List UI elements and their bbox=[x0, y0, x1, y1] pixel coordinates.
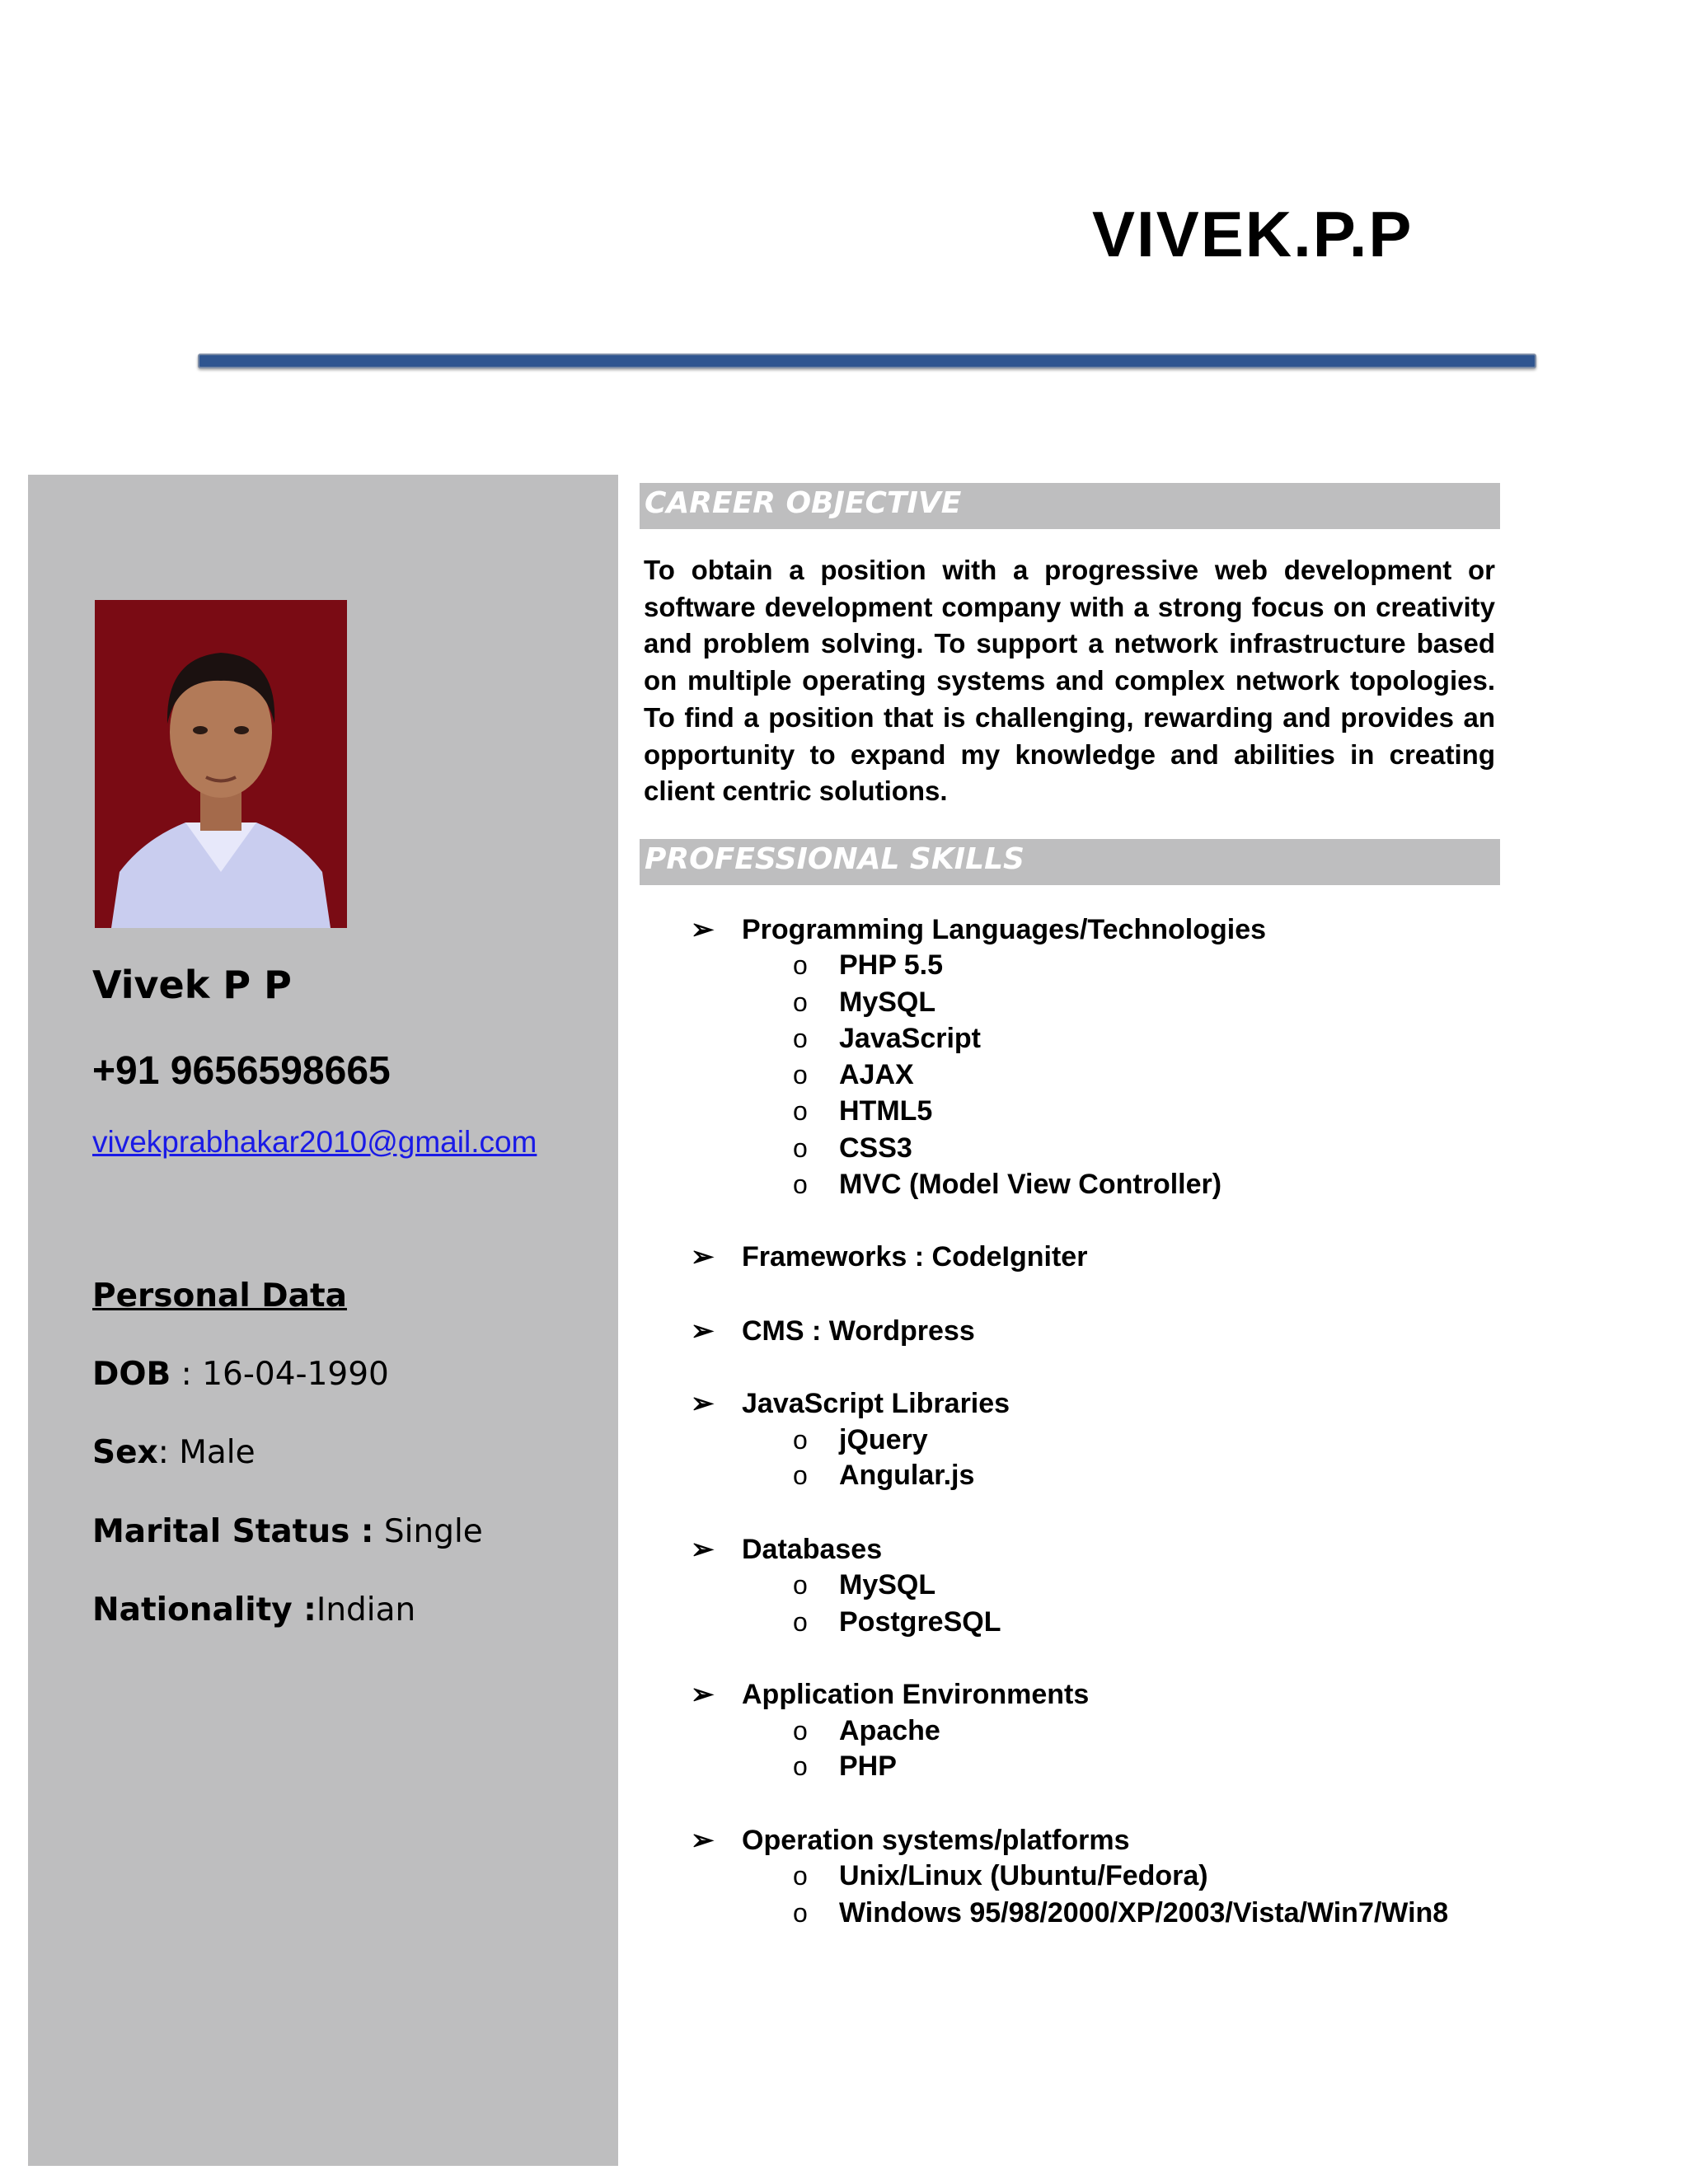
skill-item-label: Apache bbox=[839, 1715, 940, 1746]
arrow-bullet-icon: ➢ bbox=[691, 1825, 715, 1856]
skill-item bbox=[793, 1169, 1221, 1201]
skill-item-label: jQuery bbox=[839, 1424, 928, 1455]
professional-skills-title: PROFESSIONAL SKILLS bbox=[645, 842, 1025, 876]
circle-bullet-icon: o bbox=[793, 1861, 808, 1891]
sex-separator: : bbox=[157, 1434, 180, 1471]
arrow-bullet-icon: ➢ bbox=[691, 1679, 715, 1710]
circle-bullet-icon: o bbox=[793, 1898, 808, 1928]
title-divider bbox=[198, 354, 1536, 368]
nationality-label: Nationality : bbox=[92, 1591, 316, 1629]
resume-name-title: VIVEK.P.P bbox=[1092, 198, 1414, 270]
skill-group-operating-systems bbox=[691, 1824, 1129, 1857]
skill-group-cms bbox=[691, 1315, 975, 1347]
skill-item-label: MySQL bbox=[839, 1569, 936, 1601]
arrow-bullet-icon: ➢ bbox=[691, 1315, 715, 1347]
skill-item-label: Unix/Linux (Ubuntu/Fedora) bbox=[839, 1860, 1208, 1891]
marital-status-separator bbox=[373, 1513, 383, 1550]
skill-item bbox=[793, 1424, 928, 1456]
skill-item-label: PHP 5.5 bbox=[839, 949, 944, 981]
candidate-name: Vivek P P bbox=[92, 963, 292, 1007]
skill-item-label: MySQL bbox=[839, 987, 936, 1018]
skill-group-title: Programming Languages/Technologies bbox=[742, 914, 1267, 945]
marital-status-label: Marital Status : bbox=[92, 1513, 374, 1550]
nationality-value: Indian bbox=[316, 1591, 416, 1629]
skill-item-label: Angular.js bbox=[839, 1460, 975, 1491]
sex-value: Male bbox=[179, 1434, 256, 1471]
arrow-bullet-icon: ➢ bbox=[691, 1534, 715, 1565]
circle-bullet-icon: o bbox=[793, 1133, 808, 1163]
skill-group-title: Frameworks : CodeIgniter bbox=[742, 1241, 1088, 1272]
skill-item-label: Windows 95/98/2000/XP/2003/Vista/Win7/Win8 bbox=[839, 1897, 1449, 1929]
circle-bullet-icon: o bbox=[793, 1460, 808, 1490]
circle-bullet-icon: o bbox=[793, 950, 808, 980]
circle-bullet-icon: o bbox=[793, 1024, 808, 1053]
profile-photo bbox=[95, 600, 347, 928]
skill-item bbox=[793, 987, 935, 1019]
skill-group-title: Application Environments bbox=[742, 1679, 1090, 1710]
skill-group-title: Databases bbox=[742, 1534, 883, 1565]
phone-number: +91 9656598665 bbox=[92, 1049, 391, 1093]
skill-item bbox=[793, 1460, 974, 1492]
skill-group-title: CMS : Wordpress bbox=[742, 1315, 975, 1347]
skill-item-label: HTML5 bbox=[839, 1095, 933, 1127]
skill-item bbox=[793, 1750, 897, 1783]
circle-bullet-icon: o bbox=[793, 1716, 808, 1746]
circle-bullet-icon: o bbox=[793, 1570, 808, 1600]
skill-item-label: CSS3 bbox=[839, 1132, 912, 1164]
skill-group-app-environments bbox=[691, 1678, 1089, 1711]
circle-bullet-icon: o bbox=[793, 987, 808, 1017]
personal-data-heading: Personal Data bbox=[92, 1277, 347, 1315]
career-objective-title: CAREER OBJECTIVE bbox=[645, 486, 962, 520]
professional-skills-header bbox=[640, 839, 1500, 885]
skill-item-label: MVC (Model View Controller) bbox=[839, 1169, 1222, 1200]
skill-item bbox=[793, 1715, 940, 1747]
circle-bullet-icon: o bbox=[793, 1060, 808, 1090]
skill-item bbox=[793, 1897, 1448, 1929]
arrow-bullet-icon: ➢ bbox=[691, 1388, 715, 1419]
circle-bullet-icon: o bbox=[793, 1096, 808, 1126]
skill-item bbox=[793, 1132, 912, 1165]
skill-item-label: AJAX bbox=[839, 1059, 914, 1090]
dob-row bbox=[92, 1356, 389, 1393]
skill-item-label: JavaScript bbox=[839, 1023, 981, 1054]
nationality-row bbox=[92, 1591, 415, 1629]
dob-label: DOB bbox=[92, 1356, 171, 1393]
skill-item bbox=[793, 1569, 935, 1601]
skill-group-title: JavaScript Libraries bbox=[742, 1388, 1010, 1419]
skill-item bbox=[793, 1095, 932, 1127]
sex-label: Sex bbox=[92, 1434, 158, 1471]
skill-item bbox=[793, 1059, 914, 1091]
circle-bullet-icon: o bbox=[793, 1425, 808, 1455]
email-link[interactable]: vivekprabhakar2010@gmail.com bbox=[92, 1125, 537, 1159]
skill-item-label: PHP bbox=[839, 1750, 897, 1782]
skill-item bbox=[793, 1606, 1001, 1638]
skill-item bbox=[793, 949, 943, 982]
skill-item bbox=[793, 1023, 981, 1055]
career-objective-text: To obtain a position with a progressive web development or software development company with a strong focus on creativity and problem solving. To support a network infrastructure based on multiple operating systems and complex network topologies. To find a position that is challenging, rewarding and provides an opportunity to expand my knowledge and abilities in creating client centric solutions. bbox=[644, 555, 1495, 807]
marital-status-value: Single bbox=[383, 1513, 483, 1550]
skill-group-databases bbox=[691, 1533, 882, 1566]
dob-value: 16-04-1990 bbox=[202, 1356, 389, 1393]
skill-group-js-libraries bbox=[691, 1387, 1010, 1420]
circle-bullet-icon: o bbox=[793, 1607, 808, 1637]
skill-group-frameworks bbox=[691, 1240, 1087, 1273]
dob-separator: : bbox=[171, 1356, 203, 1393]
career-objective-header bbox=[640, 483, 1500, 529]
circle-bullet-icon: o bbox=[793, 1751, 808, 1781]
arrow-bullet-icon: ➢ bbox=[691, 1241, 715, 1272]
skill-group-title: Operation systems/platforms bbox=[742, 1825, 1130, 1856]
arrow-bullet-icon: ➢ bbox=[691, 914, 715, 945]
circle-bullet-icon: o bbox=[793, 1169, 808, 1199]
sex-row bbox=[92, 1434, 256, 1471]
skill-group-programming bbox=[691, 913, 1266, 946]
skill-item bbox=[793, 1860, 1208, 1892]
skill-item-label: PostgreSQL bbox=[839, 1606, 1001, 1638]
marital-status-row bbox=[92, 1513, 483, 1550]
